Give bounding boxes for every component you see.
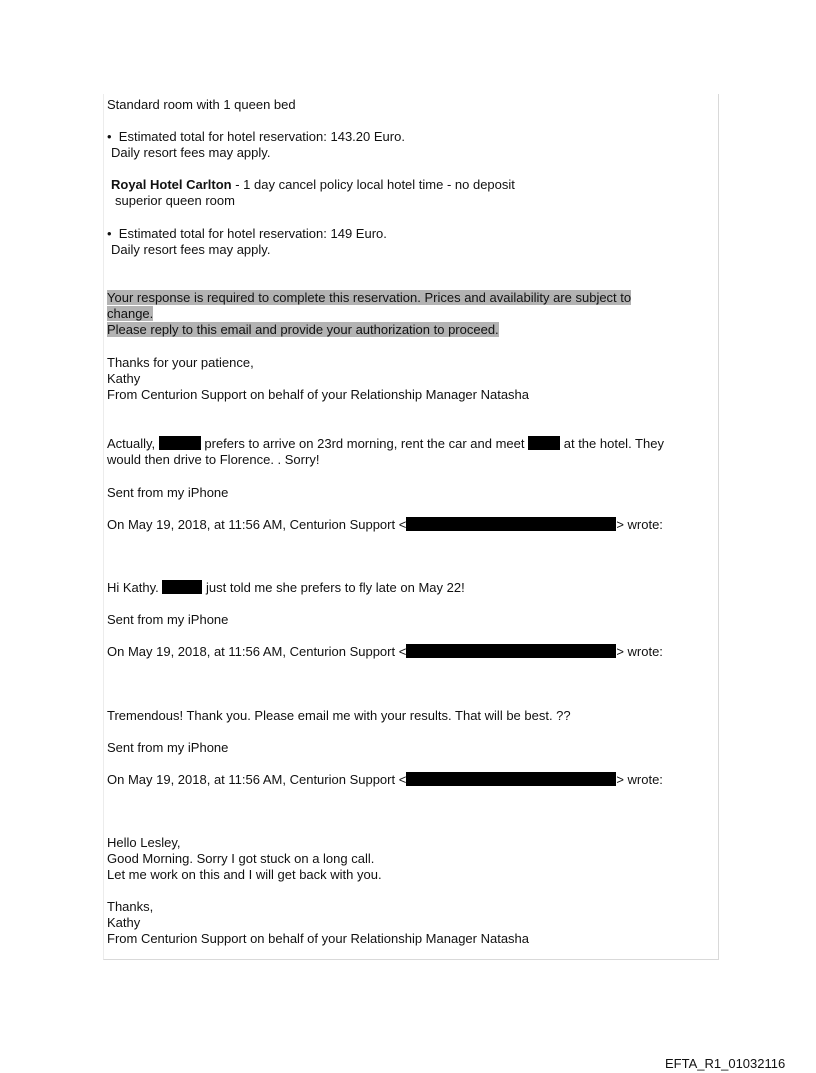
signature-from-2: From Centurion Support on behalf of your Relationship Manager Natasha xyxy=(107,931,530,946)
hotel-room: superior queen room xyxy=(115,193,235,208)
quote-header-3: On May 19, 2018, at 11:56 AM, Centurion Support < > wrote: xyxy=(107,772,663,787)
thanks-line: Thanks for your patience, xyxy=(107,355,254,370)
estimate-line-2: • Estimated total for hotel reservation: 149 Euro. xyxy=(107,226,387,241)
redaction xyxy=(406,644,616,658)
redaction xyxy=(162,580,202,594)
hotel-line: Royal Hotel Carlton - 1 day cancel policy local hotel time - no deposit xyxy=(111,177,515,192)
fees-line-1: Daily resort fees may apply. xyxy=(111,145,271,160)
message-tremendous: Tremendous! Thank you. Please email me with your results. That will be best. ?? xyxy=(107,708,571,723)
redaction xyxy=(406,517,616,531)
thanks-line-2: Thanks, xyxy=(107,899,154,914)
notice-line-2: change. xyxy=(107,306,154,321)
good-morning-line: Good Morning. Sorry I got stuck on a long call. xyxy=(107,851,375,866)
quote-header-2: On May 19, 2018, at 11:56 AM, Centurion Support < > wrote: xyxy=(107,644,663,659)
signature-from: From Centurion Support on behalf of your Relationship Manager Natasha xyxy=(107,387,530,402)
estimate-line-1: • Estimated total for hotel reservation: 143.20 Euro. xyxy=(107,129,405,144)
let-me-line: Let me work on this and I will get back with you. xyxy=(107,867,382,882)
message-actually-cont: would then drive to Florence. . Sorry! xyxy=(107,452,320,467)
redaction xyxy=(406,772,616,786)
signature-name-2: Kathy xyxy=(107,915,141,930)
message-actually: Actually, prefers to arrive on 23rd morning, rent the car and meet at the hotel. They xyxy=(107,436,664,451)
signature-name: Kathy xyxy=(107,371,141,386)
notice-line-1: Your response is required to complete this reservation. Prices and availability are subject to xyxy=(107,290,632,305)
redaction xyxy=(159,436,201,450)
fees-line-2: Daily resort fees may apply. xyxy=(111,242,271,257)
quote-header-1: On May 19, 2018, at 11:56 AM, Centurion Support < > wrote: xyxy=(107,517,663,532)
document-id: EFTA_R1_01032116 xyxy=(665,1056,786,1071)
sent-line-3: Sent from my iPhone xyxy=(107,740,229,755)
sent-line-1: Sent from my iPhone xyxy=(107,485,229,500)
room-line: Standard room with 1 queen bed xyxy=(107,97,296,112)
hotel-name: Royal Hotel Carlton xyxy=(111,177,232,192)
redaction xyxy=(528,436,560,450)
notice-line-3: Please reply to this email and provide your authorization to proceed. xyxy=(107,322,499,337)
sent-line-2: Sent from my iPhone xyxy=(107,612,229,627)
greeting: Hello Lesley, xyxy=(107,835,181,850)
message-hi-kathy: Hi Kathy. just told me she prefers to fly late on May 22! xyxy=(107,580,465,595)
